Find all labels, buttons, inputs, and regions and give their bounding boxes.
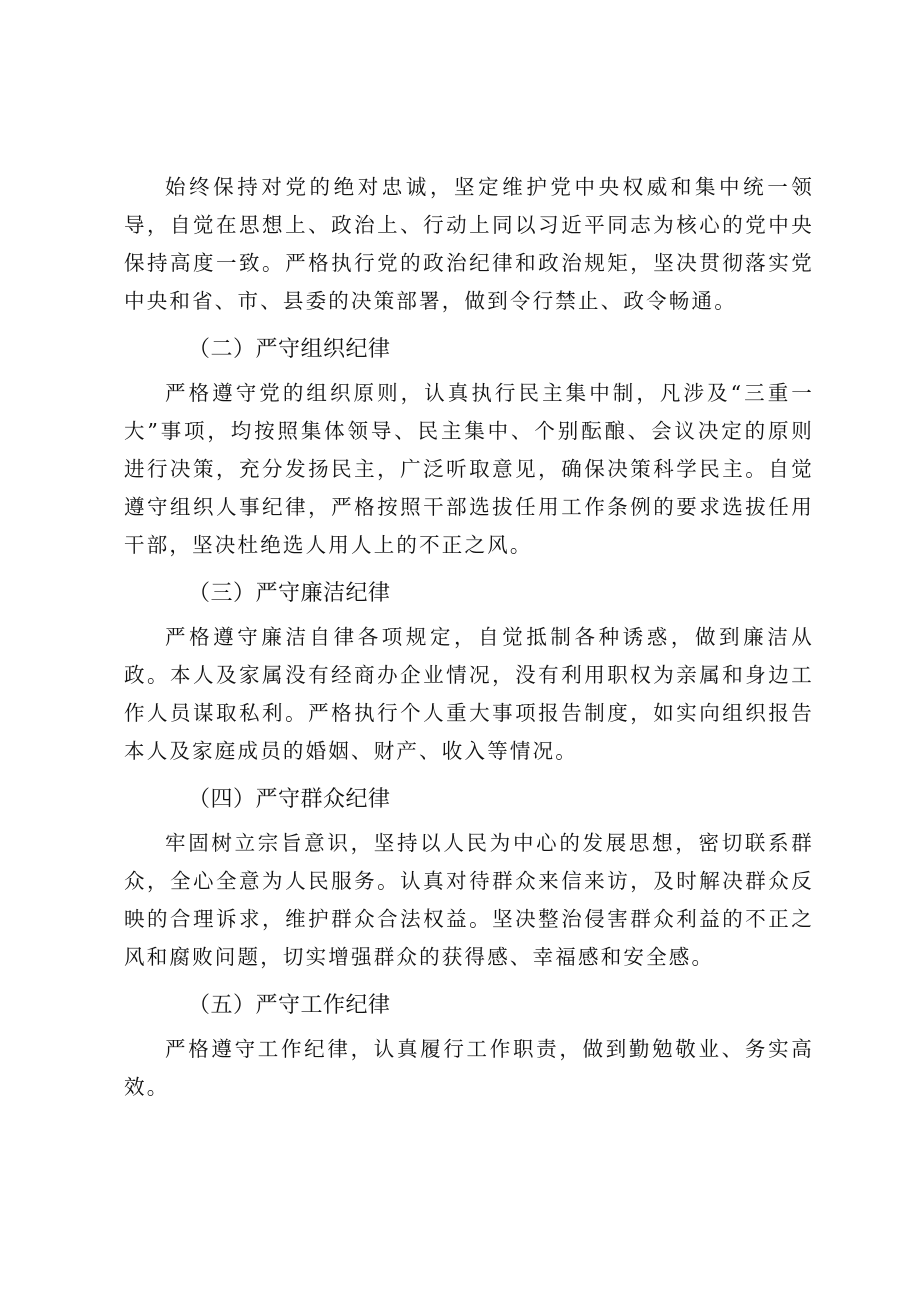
paragraph-integrity-discipline: 严格遵守廉洁自律各项规定，自觉抵制各种诱惑，做到廉洁从政。本人及家属没有经商办企业情况，没有利用职权为亲属和身边工作人员谋取私利。严格执行个人重大事项报告制度，如实向组织报告本人及家庭成员的婚姻、财产、收入等情况。 xyxy=(124,625,814,763)
section-heading-organization: （二）严守组织纪律 xyxy=(188,337,391,362)
paragraph-work-discipline: 严格遵守工作纪律，认真履行工作职责，做到勤勉敬业、务实高效。 xyxy=(124,1037,814,1099)
section-heading-integrity: （三）严守廉洁纪律 xyxy=(188,581,391,606)
section-heading-work: （五）严守工作纪律 xyxy=(188,993,391,1018)
paragraph-political-discipline: 始终保持对党的绝对忠诚，坚定维护党中央权威和集中统一领导，自觉在思想上、政治上、行动上同以习近平同志为核心的党中央保持高度一致。严格执行党的政治纪律和政治规矩，坚决贯彻落实党中央和省、市、县委的决策部署，做到令行禁止、政令畅通。 xyxy=(124,175,814,313)
document-body xyxy=(124,168,814,1106)
paragraph-masses-discipline: 牢固树立宗旨意识，坚持以人民为中心的发展思想，密切联系群众，全心全意为人民服务。认真对待群众来信来访，及时解决群众反映的合理诉求，维护群众合法权益。坚决整治侵害群众利益的不正之风和腐败问题，切实增强群众的获得感、幸福感和安全感。 xyxy=(124,831,814,969)
section-heading-masses: （四）严守群众纪律 xyxy=(188,787,391,812)
paragraph-organization-discipline: 严格遵守党的组织原则，认真执行民主集中制，凡涉及“三重一大”事项，均按照集体领导、民主集中、个别酝酿、会议决定的原则进行决策，充分发扬民主，广泛听取意见，确保决策科学民主。自觉遵守组织人事纪律，严格按照干部选拔任用工作条例的要求选拔任用干部，坚决杜绝选人用人上的不正之风。 xyxy=(124,381,814,557)
